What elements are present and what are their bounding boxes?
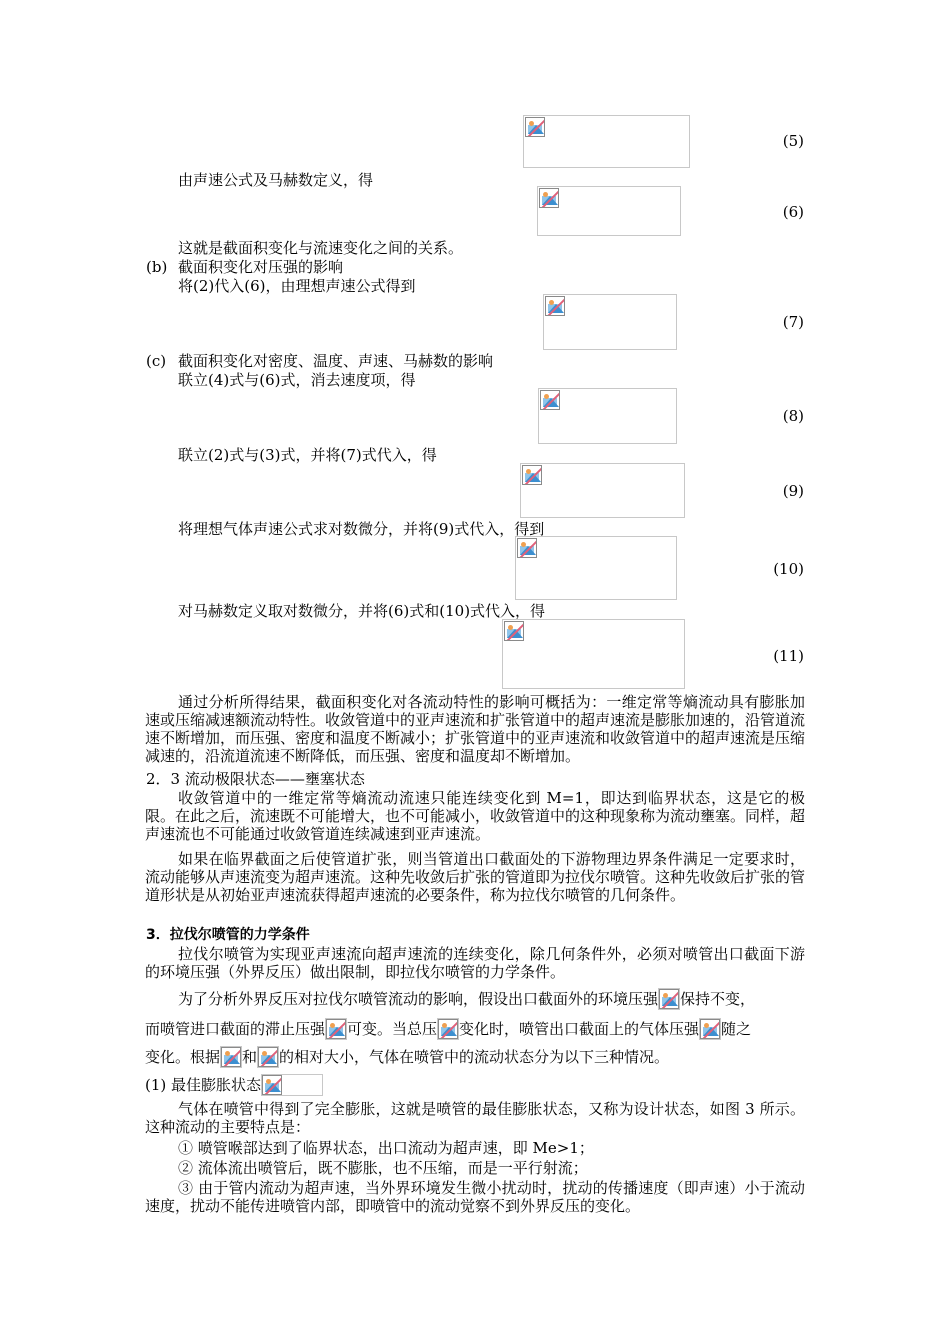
section-heading: 2．3 流动极限状态——壅塞状态 [146, 770, 365, 788]
broken-image-icon [700, 1019, 720, 1039]
equation-number: (9) [782, 482, 804, 500]
broken-image-icon [262, 1075, 282, 1095]
text-line: 联立(4)式与(6)式，消去速度项，得 [178, 371, 416, 389]
equation-5-image [523, 115, 690, 168]
equation-number: (6) [782, 203, 804, 221]
equation-number: (11) [773, 647, 804, 665]
text-line: 由声速公式及马赫数定义，得 [178, 171, 374, 189]
paragraph-backpressure-line1: 为了分析外界反压对拉伐尔喷管流动的影响，假设出口截面外的环境压强 保持不变， [178, 990, 756, 1008]
inline-formula-image [699, 1018, 721, 1040]
equation-7-image [543, 294, 677, 350]
inline-formula-image [437, 1018, 459, 1040]
section-heading: 3．拉伐尔喷管的力学条件 [146, 927, 310, 943]
text-line: 联立(2)式与(3)式，并将(7)式代入，得 [178, 446, 437, 464]
paragraph-summary: 通过分析所得结果，截面积变化对各流动特性的影响可概括为：一维定常等熵流动具有膨胀加速或压缩减速额流动特性。收敛管道中的亚声速流和扩张管道中的超声速流是膨胀加速的，沿管道流速不断增加，而压强、密度和温度不断减小；扩张管道中的亚声速流和收敛管道中的超声速流是压缩减速的，沿流道流速不断降低，而压强、密度和温度却不断增加。 [145, 693, 806, 765]
broken-image-icon [517, 538, 537, 558]
text-line: 将理想气体声速公式求对数微分，并将(9)式代入，得到 [178, 520, 545, 538]
paragraph-backpressure-line2: 而喷管进口截面的滞止压强 可变。当总压 变化时，喷管出口截面上的气体压强 随之 [145, 1020, 752, 1038]
feature-item: ① 喷管喉部达到了临界状态，出口流动为超声速，即 Me>1； [178, 1139, 594, 1157]
inline-formula-image [220, 1046, 242, 1068]
inline-formula-image [257, 1046, 279, 1068]
subsection-title: (1) 最佳膨胀状态 [145, 1074, 323, 1096]
equation-6-image [537, 186, 681, 236]
section-title: 截面积变化对密度、温度、声速、马赫数的影响 [178, 352, 494, 370]
broken-image-icon [326, 1019, 346, 1039]
broken-image-icon [540, 390, 560, 410]
paragraph-choking: 收敛管道中的一维定常等熵流动流速只能连续变化到 M=1，即达到临界状态，这是它的极限。在此之后，流速既不可能增大，也不可能减小，收敛管道中的这种现象称为流动壅塞。同样，超声速流也不可能通过收敛管道连续减速到亚声速流。 [145, 789, 806, 843]
equation-number: (8) [782, 407, 804, 425]
text-line: 这就是截面积变化与流速变化之间的关系。 [178, 239, 464, 257]
broken-image-icon [221, 1047, 241, 1067]
equation-11-image [502, 619, 685, 689]
paragraph-laval: 如果在临界截面之后使管道扩张，则当管道出口截面处的下游物理边界条件满足一定要求时，流动能够从声速流变为超声速流。这种先收敛后扩张的管道即为拉伐尔喷管。这种先收敛后扩张的管道形状是从初始亚声速流获得超声速流的必要条件，称为拉伐尔喷管的几何条件。 [145, 850, 806, 904]
broken-image-icon [545, 296, 565, 316]
paragraph-mechanical: 拉伐尔喷管为实现亚声速流向超声速流的连续变化，除几何条件外，必须对喷管出口截面下游的环境压强（外界反压）做出限制，即拉伐尔喷管的力学条件。 [145, 945, 805, 981]
broken-image-icon [525, 117, 545, 137]
equation-8-image [538, 388, 677, 444]
equation-number: (5) [782, 132, 804, 150]
equation-number: (10) [773, 560, 804, 578]
feature-item: ③ 由于管内流动为超声速，当外界环境发生微小扰动时，扰动的传播速度（即声速）小于流动速度，扰动不能传进喷管内部，即喷管中的流动觉察不到外界反压的变化。 [145, 1179, 805, 1215]
broken-image-icon [659, 989, 679, 1009]
text-line: 对马赫数定义取对数微分，并将(6)式和(10)式代入，得 [178, 602, 546, 620]
paragraph-optimal-expansion: 气体在喷管中得到了完全膨胀，这就是喷管的最佳膨胀状态，又称为设计状态，如图 3 所示。这种流动的主要特点是： [145, 1100, 805, 1136]
section-title: 截面积变化对压强的影响 [178, 258, 344, 276]
inline-formula-image [325, 1018, 347, 1040]
section-marker: (b) [146, 258, 168, 276]
section-marker: (c) [146, 352, 167, 370]
equation-10-image [515, 536, 677, 600]
broken-image-icon [438, 1019, 458, 1039]
inline-formula-image [658, 988, 680, 1010]
feature-item: ② 流体流出喷管后，既不膨胀，也不压缩，而是一平行射流； [178, 1159, 588, 1177]
inline-formula-image [261, 1074, 323, 1096]
broken-image-icon [539, 188, 559, 208]
equation-number: (7) [782, 313, 804, 331]
broken-image-icon [504, 621, 524, 641]
broken-image-icon [522, 465, 542, 485]
text-line: 将(2)代入(6)，由理想声速公式得到 [178, 277, 416, 295]
broken-image-icon [258, 1047, 278, 1067]
paragraph-backpressure-line3: 变化。根据 和 的相对大小，气体在喷管中的流动状态分为以下三种情况。 [145, 1048, 670, 1066]
equation-9-image [520, 463, 685, 518]
